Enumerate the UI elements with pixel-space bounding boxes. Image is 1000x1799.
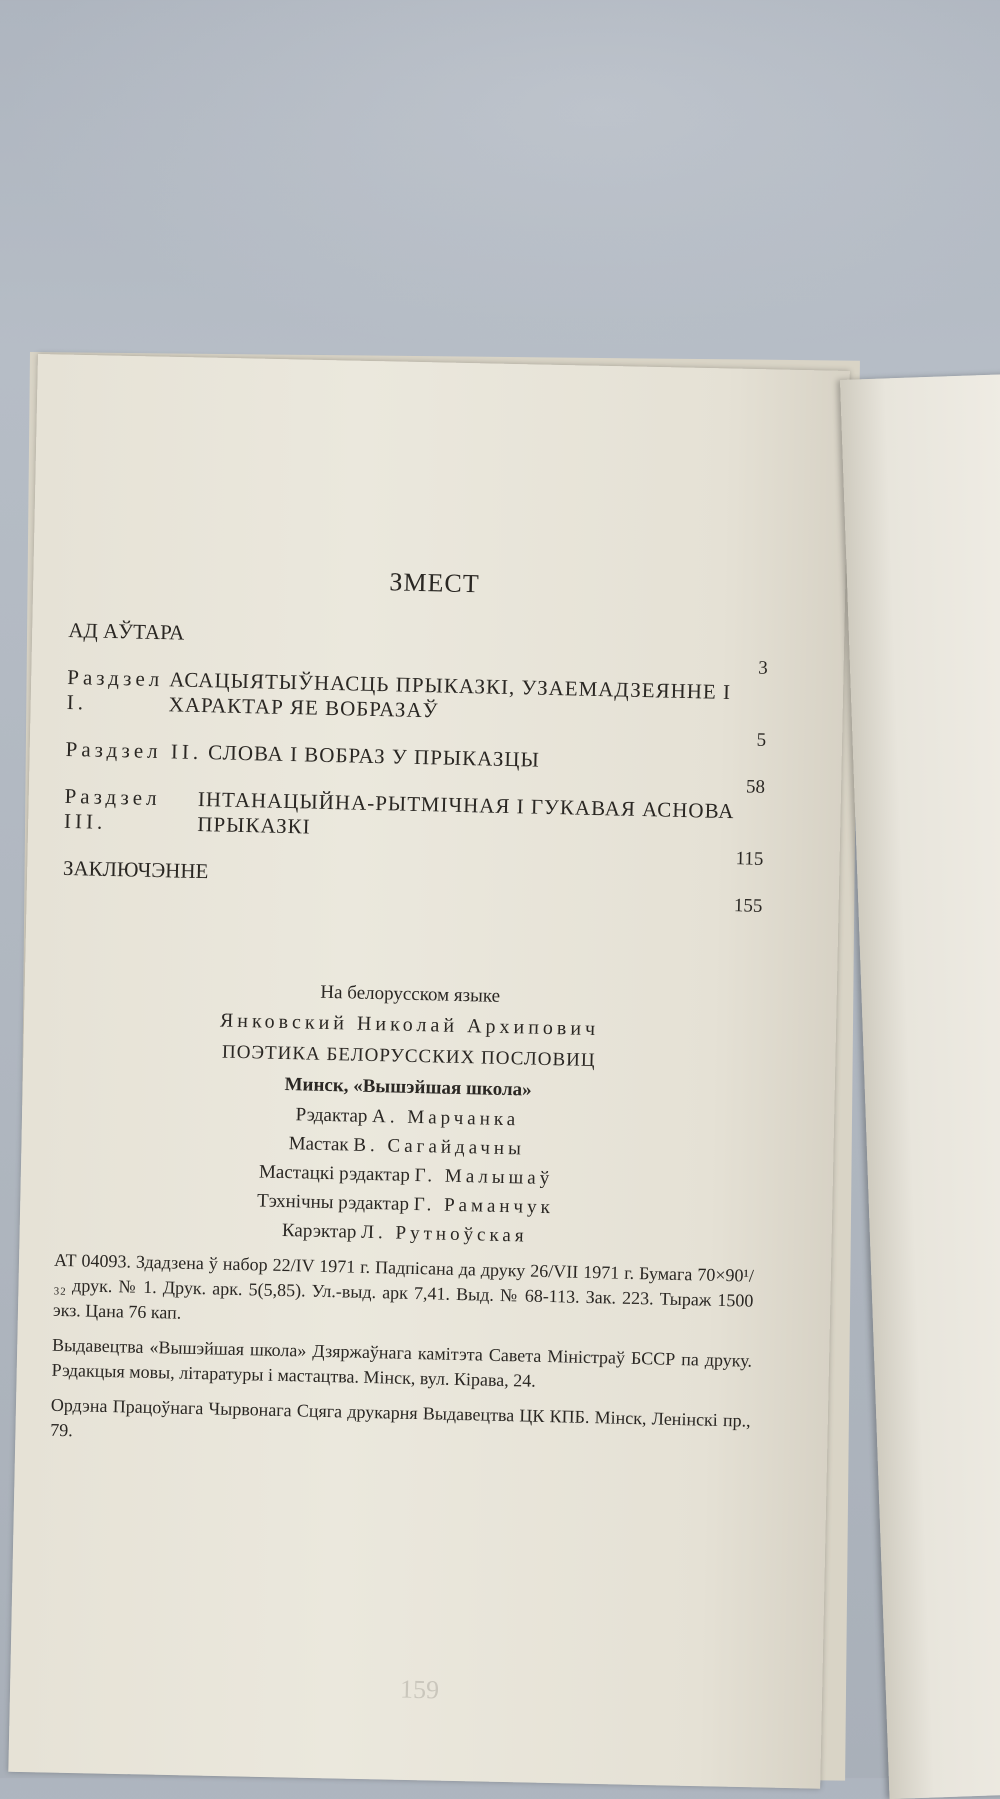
toc-entry-section-2 — [65, 736, 766, 798]
place-publisher: Минск, «Вышэйшая школа» — [284, 1074, 532, 1101]
toc-entry-heading — [65, 737, 765, 778]
credits-list — [55, 1095, 758, 1256]
toc-entry-title: ІНТАНАЦЫЙНА-РЫТМІЧНАЯ І ГУКАВАЯ АСНОВА ПРЫКАЗКІ — [197, 786, 735, 839]
printer-info: Ордэна Працоўнага Чырвонага Сцяга друкарня Выдавецтва ЦК КПБ. Мінск, Ленінскі пр., 79. — [50, 1394, 751, 1441]
toc-entry-page: 155 — [733, 895, 763, 917]
toc-entry-title: ЗАКЛЮЧЭННЕ — [62, 855, 209, 884]
language-note: На белорусском языке — [320, 981, 501, 1007]
toc-entry-title: АСАЦЫЯТЫЎНАСЦЬ ПРЫКАЗКІ, УЗАЕМАДЗЕЯННЕ І ХАРАКТАР ЯЕ ВОБРАЗАЎ — [168, 667, 732, 723]
toc-title: ЗМЕСТ — [389, 567, 481, 599]
toc-entry-conclusion — [62, 855, 763, 917]
faint-page-number: 159 — [399, 1674, 440, 1705]
credit-role: Карэктар — [281, 1219, 357, 1243]
toc-entry-page: 115 — [735, 848, 764, 870]
publisher-info: Выдавецтва «Вышэйшая школа» Дзяржаўнага камітэта Савета Міністраў БССР па друку. Рэдакцыя мовы, літаратуры і мастацтва. Мінск, вул. Кірава, 24. — [51, 1334, 753, 1391]
toc-entry-prefix: Раздзел III. — [63, 783, 161, 834]
toc-list — [62, 617, 769, 917]
toc-entry-page: 58 — [745, 776, 766, 798]
toc-entry-title: АД АЎТАРА — [68, 617, 185, 645]
print-details: АТ 04093. Здадзена ў набор 22/IV 1971 г. Падпісана да друку 26/VII 1971 г. Бумага 70×90¹/₃₂ друк. № 1. Друк. арк. 5(5,85). Ул.-выд. арк 7,41. Выд. № 68-113. Зак. 223. Тыраж 1500 экз. Цана 76 кап. — [52, 1249, 755, 1323]
credit-name: Г. Раманчук — [413, 1193, 555, 1219]
page-content — [50, 560, 770, 1469]
credit-role: Рэдактар — [295, 1104, 368, 1127]
credit-name: А. Марчанка — [371, 1106, 520, 1131]
credit-role: Мастацкі рэдактар — [258, 1161, 411, 1186]
author-name: Янковский Николай Архипович — [219, 1009, 600, 1041]
facing-page — [840, 374, 1000, 1799]
credit-role: Мастак — [288, 1133, 349, 1156]
toc-entry-heading — [66, 665, 767, 731]
toc-entry-page: 3 — [757, 657, 768, 679]
table-background — [0, 0, 1000, 360]
toc-entry-prefix: Раздзел I. — [66, 664, 164, 715]
toc-entry-prefix: Раздзел II. — [65, 736, 203, 765]
toc-entry-foreword — [68, 617, 768, 679]
credit-name: Г. Малышаў — [414, 1164, 554, 1190]
toc-entry-heading — [64, 784, 765, 850]
imprint-block — [58, 971, 761, 1111]
toc-entry-title: СЛОВА І ВОБРАЗ У ПРЫКАЗЦЫ — [207, 740, 541, 772]
toc-entry-page: 5 — [756, 729, 767, 751]
credit-name: Л. Рутноўская — [360, 1221, 528, 1247]
credit-name: В. Сагайдачны — [353, 1134, 526, 1160]
book-title: ПОЭТИКА БЕЛОРУССКИХ ПОСЛОВИЦ — [221, 1041, 596, 1072]
credit-role: Тэхнічны рэдактар — [256, 1190, 410, 1215]
publication-data — [50, 1248, 754, 1459]
